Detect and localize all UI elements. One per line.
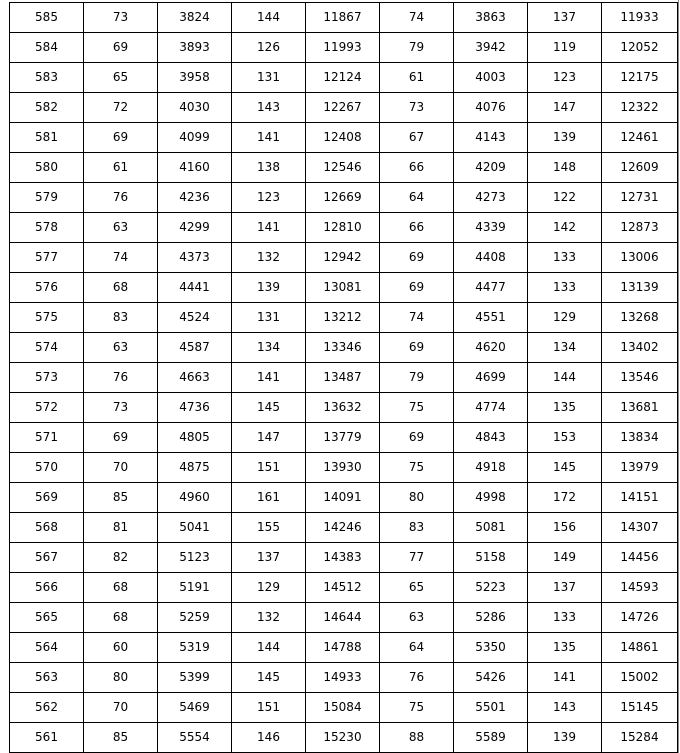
table-cell: 4076 xyxy=(454,93,528,123)
table-cell: 63 xyxy=(380,603,454,633)
table-cell: 13268 xyxy=(602,303,678,333)
table-cell: 123 xyxy=(528,63,602,93)
table-cell: 143 xyxy=(528,693,602,723)
table-cell: 13930 xyxy=(306,453,380,483)
table-cell: 144 xyxy=(528,363,602,393)
table-cell: 69 xyxy=(380,273,454,303)
table-cell: 139 xyxy=(232,273,306,303)
table-cell: 15084 xyxy=(306,693,380,723)
table-cell: 133 xyxy=(528,603,602,633)
table-cell: 14788 xyxy=(306,633,380,663)
table-cell: 14726 xyxy=(602,603,678,633)
table-cell: 69 xyxy=(84,123,158,153)
table-cell: 145 xyxy=(232,663,306,693)
table-cell: 151 xyxy=(232,693,306,723)
table-cell: 69 xyxy=(84,423,158,453)
table-cell: 13006 xyxy=(602,243,678,273)
table-cell: 4736 xyxy=(158,393,232,423)
table-cell: 79 xyxy=(380,363,454,393)
table-cell: 12461 xyxy=(602,123,678,153)
table-cell: 12669 xyxy=(306,183,380,213)
table-cell: 4003 xyxy=(454,63,528,93)
table-cell: 75 xyxy=(380,693,454,723)
table-cell: 146 xyxy=(232,723,306,753)
table-cell: 566 xyxy=(10,573,84,603)
table-cell: 569 xyxy=(10,483,84,513)
table-cell: 69 xyxy=(84,33,158,63)
table-cell: 61 xyxy=(84,153,158,183)
table-cell: 63 xyxy=(84,333,158,363)
table-cell: 13546 xyxy=(602,363,678,393)
table-cell: 576 xyxy=(10,273,84,303)
table-cell: 575 xyxy=(10,303,84,333)
table-cell: 12942 xyxy=(306,243,380,273)
table-cell: 12609 xyxy=(602,153,678,183)
table-row xyxy=(10,543,678,573)
table-cell: 4143 xyxy=(454,123,528,153)
table-row xyxy=(10,633,678,663)
table-row xyxy=(10,363,678,393)
table-cell: 66 xyxy=(380,153,454,183)
table-cell: 141 xyxy=(528,663,602,693)
table-cell: 12267 xyxy=(306,93,380,123)
table-cell: 4960 xyxy=(158,483,232,513)
table-cell: 76 xyxy=(380,663,454,693)
table-cell: 134 xyxy=(232,333,306,363)
table-cell: 149 xyxy=(528,543,602,573)
table-cell: 145 xyxy=(232,393,306,423)
table-cell: 72 xyxy=(84,93,158,123)
table-cell: 13139 xyxy=(602,273,678,303)
table-row xyxy=(10,723,678,753)
table-cell: 4918 xyxy=(454,453,528,483)
table-row xyxy=(10,63,678,93)
table-cell: 5426 xyxy=(454,663,528,693)
table-cell: 15284 xyxy=(602,723,678,753)
table-cell: 4099 xyxy=(158,123,232,153)
table-cell: 12810 xyxy=(306,213,380,243)
table-cell: 572 xyxy=(10,393,84,423)
window-frame-edge xyxy=(678,0,679,753)
table-cell: 73 xyxy=(380,93,454,123)
table-cell: 585 xyxy=(10,3,84,33)
table-cell: 4998 xyxy=(454,483,528,513)
table-cell: 70 xyxy=(84,453,158,483)
table-cell: 578 xyxy=(10,213,84,243)
table-cell: 15230 xyxy=(306,723,380,753)
table-cell: 4273 xyxy=(454,183,528,213)
table-cell: 141 xyxy=(232,123,306,153)
table-cell: 69 xyxy=(380,423,454,453)
table-cell: 14246 xyxy=(306,513,380,543)
table-cell: 573 xyxy=(10,363,84,393)
table-row xyxy=(10,273,678,303)
table-cell: 69 xyxy=(380,243,454,273)
table-row xyxy=(10,663,678,693)
table-cell: 144 xyxy=(232,633,306,663)
table-cell: 64 xyxy=(380,633,454,663)
table-cell: 13681 xyxy=(602,393,678,423)
table-cell: 14933 xyxy=(306,663,380,693)
table-cell: 148 xyxy=(528,153,602,183)
table-cell: 5123 xyxy=(158,543,232,573)
table-cell: 12873 xyxy=(602,213,678,243)
table-row xyxy=(10,123,678,153)
table-cell: 4373 xyxy=(158,243,232,273)
table-cell: 5081 xyxy=(454,513,528,543)
table-cell: 83 xyxy=(380,513,454,543)
table-cell: 4587 xyxy=(158,333,232,363)
table-cell: 123 xyxy=(232,183,306,213)
table-cell: 5259 xyxy=(158,603,232,633)
table-cell: 172 xyxy=(528,483,602,513)
table-cell: 131 xyxy=(232,303,306,333)
table-row xyxy=(10,573,678,603)
table-cell: 63 xyxy=(84,213,158,243)
table-cell: 571 xyxy=(10,423,84,453)
table-cell: 65 xyxy=(380,573,454,603)
table-cell: 579 xyxy=(10,183,84,213)
table-cell: 139 xyxy=(528,123,602,153)
table-cell: 14307 xyxy=(602,513,678,543)
table-cell: 126 xyxy=(232,33,306,63)
table-cell: 138 xyxy=(232,153,306,183)
table-cell: 144 xyxy=(232,3,306,33)
table-cell: 4875 xyxy=(158,453,232,483)
table-body xyxy=(10,3,678,753)
table-cell: 5501 xyxy=(454,693,528,723)
table-cell: 135 xyxy=(528,393,602,423)
table-row xyxy=(10,513,678,543)
table-cell: 14512 xyxy=(306,573,380,603)
table-cell: 562 xyxy=(10,693,84,723)
table-cell: 80 xyxy=(84,663,158,693)
table-cell: 13979 xyxy=(602,453,678,483)
table-cell: 66 xyxy=(380,213,454,243)
table-cell: 583 xyxy=(10,63,84,93)
table-cell: 60 xyxy=(84,633,158,663)
table-cell: 147 xyxy=(528,93,602,123)
table-cell: 68 xyxy=(84,603,158,633)
table-row xyxy=(10,93,678,123)
table-cell: 12731 xyxy=(602,183,678,213)
table-cell: 582 xyxy=(10,93,84,123)
table-cell: 143 xyxy=(232,93,306,123)
table-row xyxy=(10,333,678,363)
table-cell: 4524 xyxy=(158,303,232,333)
table-cell: 4805 xyxy=(158,423,232,453)
table-cell: 5554 xyxy=(158,723,232,753)
table-cell: 4620 xyxy=(454,333,528,363)
table-cell: 147 xyxy=(232,423,306,453)
table-cell: 4299 xyxy=(158,213,232,243)
table-row xyxy=(10,3,678,33)
table-cell: 85 xyxy=(84,483,158,513)
table-cell: 70 xyxy=(84,693,158,723)
table-cell: 161 xyxy=(232,483,306,513)
table-cell: 4339 xyxy=(454,213,528,243)
table-cell: 5469 xyxy=(158,693,232,723)
table-cell: 13487 xyxy=(306,363,380,393)
table-cell: 11933 xyxy=(602,3,678,33)
table-cell: 134 xyxy=(528,333,602,363)
table-cell: 5041 xyxy=(158,513,232,543)
table-cell: 74 xyxy=(380,303,454,333)
table-cell: 122 xyxy=(528,183,602,213)
table-row xyxy=(10,213,678,243)
table-cell: 5223 xyxy=(454,573,528,603)
table-cell: 3893 xyxy=(158,33,232,63)
table-cell: 3958 xyxy=(158,63,232,93)
table-cell: 75 xyxy=(380,393,454,423)
table-row xyxy=(10,183,678,213)
table-cell: 141 xyxy=(232,363,306,393)
table-cell: 155 xyxy=(232,513,306,543)
table-cell: 129 xyxy=(528,303,602,333)
table-row xyxy=(10,483,678,513)
table-cell: 570 xyxy=(10,453,84,483)
table-cell: 4477 xyxy=(454,273,528,303)
table-cell: 61 xyxy=(380,63,454,93)
table-cell: 75 xyxy=(380,453,454,483)
table-cell: 14456 xyxy=(602,543,678,573)
table-cell: 137 xyxy=(528,573,602,603)
table-cell: 12546 xyxy=(306,153,380,183)
table-row xyxy=(10,423,678,453)
table-cell: 4843 xyxy=(454,423,528,453)
table-cell: 13346 xyxy=(306,333,380,363)
table-cell: 67 xyxy=(380,123,454,153)
table-cell: 4774 xyxy=(454,393,528,423)
table-cell: 4441 xyxy=(158,273,232,303)
table-cell: 5319 xyxy=(158,633,232,663)
table-cell: 577 xyxy=(10,243,84,273)
table-cell: 139 xyxy=(528,723,602,753)
table-cell: 584 xyxy=(10,33,84,63)
table-cell: 80 xyxy=(380,483,454,513)
table-cell: 4408 xyxy=(454,243,528,273)
table-cell: 12322 xyxy=(602,93,678,123)
table-cell: 5350 xyxy=(454,633,528,663)
table-cell: 574 xyxy=(10,333,84,363)
table-cell: 15002 xyxy=(602,663,678,693)
table-cell: 14593 xyxy=(602,573,678,603)
table-cell: 581 xyxy=(10,123,84,153)
table-cell: 14151 xyxy=(602,483,678,513)
table-cell: 76 xyxy=(84,183,158,213)
table-cell: 133 xyxy=(528,243,602,273)
table-cell: 77 xyxy=(380,543,454,573)
table-cell: 13081 xyxy=(306,273,380,303)
table-cell: 68 xyxy=(84,273,158,303)
table-cell: 145 xyxy=(528,453,602,483)
table-row xyxy=(10,393,678,423)
table-cell: 13402 xyxy=(602,333,678,363)
table-cell: 4663 xyxy=(158,363,232,393)
table-cell: 4236 xyxy=(158,183,232,213)
table-cell: 14644 xyxy=(306,603,380,633)
table-cell: 133 xyxy=(528,273,602,303)
table-cell: 5399 xyxy=(158,663,232,693)
table-cell: 13632 xyxy=(306,393,380,423)
table-cell: 129 xyxy=(232,573,306,603)
table-cell: 13834 xyxy=(602,423,678,453)
table-cell: 64 xyxy=(380,183,454,213)
table-cell: 153 xyxy=(528,423,602,453)
table-cell: 564 xyxy=(10,633,84,663)
table-cell: 141 xyxy=(232,213,306,243)
table-cell: 88 xyxy=(380,723,454,753)
table-cell: 11867 xyxy=(306,3,380,33)
table-cell: 74 xyxy=(380,3,454,33)
table-cell: 137 xyxy=(528,3,602,33)
table-row xyxy=(10,453,678,483)
table-cell: 156 xyxy=(528,513,602,543)
table-cell: 76 xyxy=(84,363,158,393)
table-cell: 4209 xyxy=(454,153,528,183)
table-cell: 568 xyxy=(10,513,84,543)
table-cell: 580 xyxy=(10,153,84,183)
table-cell: 73 xyxy=(84,3,158,33)
table-cell: 5589 xyxy=(454,723,528,753)
table-row xyxy=(10,603,678,633)
table-cell: 137 xyxy=(232,543,306,573)
table-cell: 5158 xyxy=(454,543,528,573)
table-cell: 142 xyxy=(528,213,602,243)
table-cell: 151 xyxy=(232,453,306,483)
table-cell: 68 xyxy=(84,573,158,603)
table-cell: 132 xyxy=(232,243,306,273)
table-cell: 3824 xyxy=(158,3,232,33)
table-cell: 119 xyxy=(528,33,602,63)
table-cell: 131 xyxy=(232,63,306,93)
table-row xyxy=(10,303,678,333)
table-cell: 4160 xyxy=(158,153,232,183)
table-row xyxy=(10,243,678,273)
table-cell: 563 xyxy=(10,663,84,693)
table-cell: 11993 xyxy=(306,33,380,63)
table-cell: 69 xyxy=(380,333,454,363)
table-cell: 4030 xyxy=(158,93,232,123)
table-cell: 81 xyxy=(84,513,158,543)
table-row xyxy=(10,693,678,723)
score-table xyxy=(9,2,678,753)
table-cell: 74 xyxy=(84,243,158,273)
table-cell: 4551 xyxy=(454,303,528,333)
table-cell: 3942 xyxy=(454,33,528,63)
table-cell: 79 xyxy=(380,33,454,63)
table-cell: 565 xyxy=(10,603,84,633)
table-cell: 13212 xyxy=(306,303,380,333)
table-cell: 132 xyxy=(232,603,306,633)
table-row xyxy=(10,33,678,63)
table-cell: 3863 xyxy=(454,3,528,33)
table-cell: 5191 xyxy=(158,573,232,603)
table-cell: 567 xyxy=(10,543,84,573)
table-cell: 73 xyxy=(84,393,158,423)
table-cell: 65 xyxy=(84,63,158,93)
table-cell: 135 xyxy=(528,633,602,663)
table-cell: 561 xyxy=(10,723,84,753)
table-cell: 82 xyxy=(84,543,158,573)
table-cell: 5286 xyxy=(454,603,528,633)
table-cell: 13779 xyxy=(306,423,380,453)
table-row xyxy=(10,153,678,183)
table-cell: 14861 xyxy=(602,633,678,663)
table-cell: 83 xyxy=(84,303,158,333)
table-cell: 85 xyxy=(84,723,158,753)
table-cell: 12124 xyxy=(306,63,380,93)
table-cell: 4699 xyxy=(454,363,528,393)
table-cell: 14383 xyxy=(306,543,380,573)
table-cell: 12175 xyxy=(602,63,678,93)
table-cell: 15145 xyxy=(602,693,678,723)
table-cell: 14091 xyxy=(306,483,380,513)
table-cell: 12052 xyxy=(602,33,678,63)
table-cell: 12408 xyxy=(306,123,380,153)
